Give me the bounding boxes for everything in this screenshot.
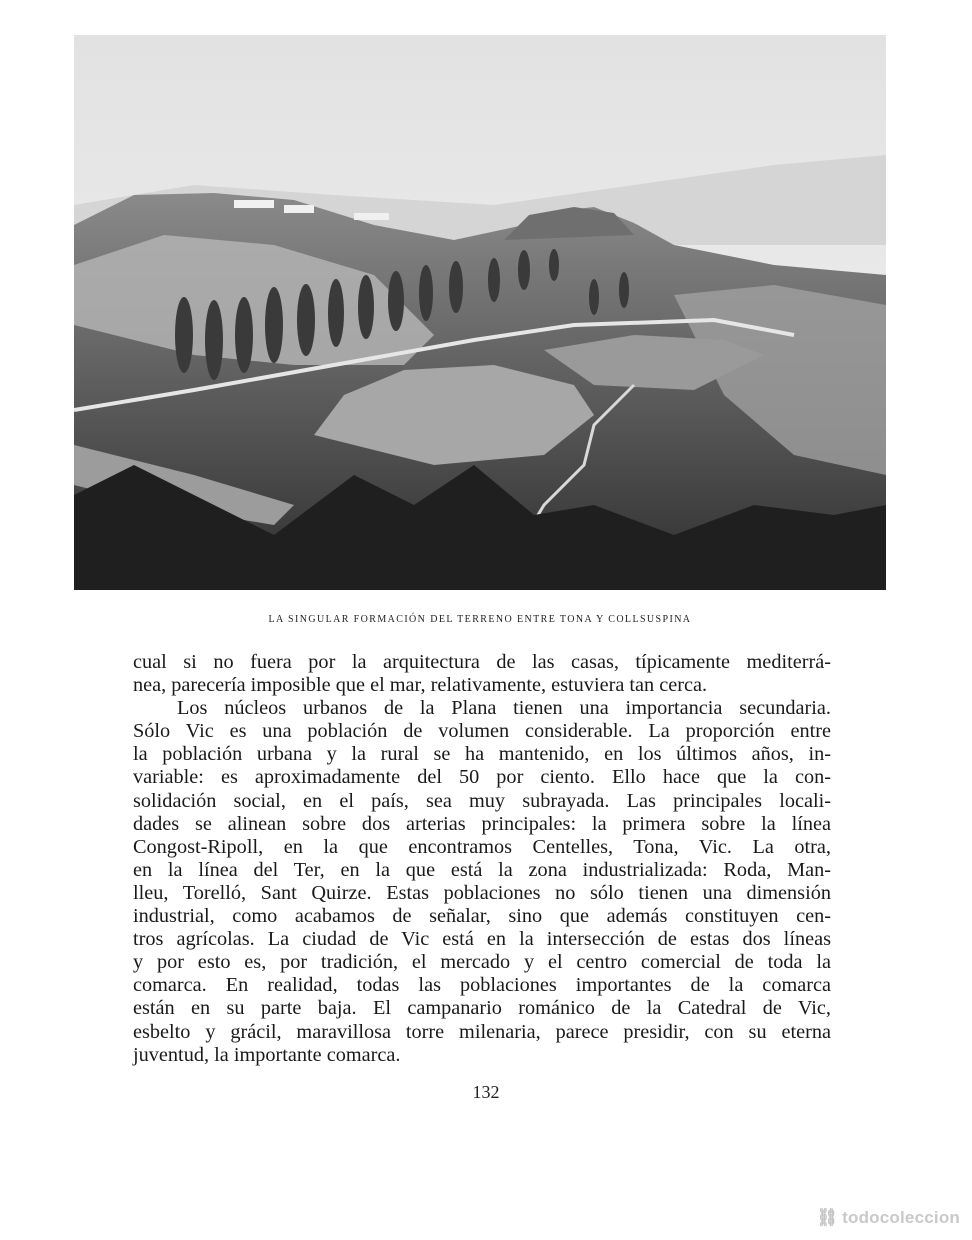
page-number: 132 <box>472 1082 500 1102</box>
text-line: tros agrícolas. La ciudad de Vic está en la intersección de estas dos líneas <box>133 928 831 951</box>
text-line: juventud, la importante comarca. <box>133 1043 401 1066</box>
todocoleccion-logo-icon: ⛓ <box>816 1208 839 1227</box>
text-line: dades se alinean sobre dos arterias principales: la primera sobre la línea <box>133 812 831 835</box>
watermark <box>816 1208 960 1228</box>
text-line: Sólo Vic es una población de volumen considerable. La proporción entre <box>133 720 831 743</box>
text-line: están en su parte baja. El campanario románico de la Catedral de Vic, <box>133 997 831 1020</box>
landscape-photo <box>74 35 886 590</box>
body-text <box>133 651 831 1067</box>
text-line: Los núcleos urbanos de la Plana tienen una importancia secundaria. <box>177 697 831 720</box>
text-line: en la línea del Ter, en la que está la zona industrializada: Roda, Man- <box>133 858 831 881</box>
photo-caption: LA SINGULAR FORMACIÓN DEL TERRENO ENTRE TONA Y COLLSUSPINA <box>268 614 692 625</box>
text-line: variable: es aproximadamente del 50 por ciento. Ello hace que la con- <box>133 766 831 789</box>
text-line: esbelto y grácil, maravillosa torre milenaria, parece presidir, con su eterna <box>133 1020 831 1043</box>
text-line: comarca. En realidad, todas las poblaciones importantes de la comarca <box>133 974 831 997</box>
text-line: solidación social, en el país, sea muy subrayada. Las principales locali- <box>133 789 831 812</box>
text-line: nea, parecería imposible que el mar, relativamente, estuviera tan cerca. <box>133 674 708 697</box>
watermark-text: todocoleccion <box>842 1208 960 1227</box>
text-line: Congost-Ripoll, en la que encontramos Centelles, Tona, Vic. La otra, <box>133 835 831 858</box>
text-line: y por esto es, por tradición, el mercado y el centro comercial de toda la <box>133 951 831 974</box>
text-line: industrial, como acabamos de señalar, sino que además constituyen cen- <box>133 905 831 928</box>
landscape-illustration <box>74 35 886 590</box>
text-line: lleu, Torelló, Sant Quirze. Estas poblaciones no sólo tienen una dimensión <box>133 881 831 904</box>
text-line: la población urbana y la rural se ha mantenido, en los últimos años, in- <box>133 743 831 766</box>
text-line: cual si no fuera por la arquitectura de las casas, típicamente mediterrá- <box>133 651 831 673</box>
